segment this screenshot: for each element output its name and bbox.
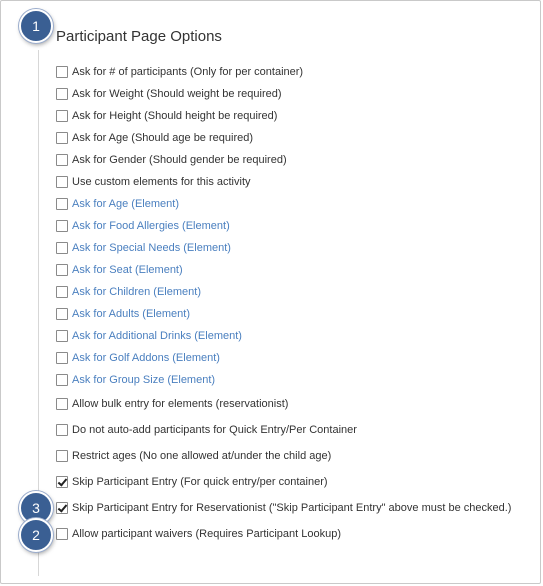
option-label[interactable]: Ask for Children (Element)	[72, 286, 201, 298]
option-label: Skip Participant Entry (For quick entry/per container)	[72, 476, 328, 488]
section-title: Participant Page Options	[56, 28, 222, 45]
option-label: Ask for Height (Should height be required)	[72, 110, 278, 122]
option-row[interactable]	[56, 259, 536, 281]
option-checkbox[interactable]	[56, 176, 68, 188]
option-row[interactable]	[56, 391, 536, 417]
option-label: Use custom elements for this activity	[72, 176, 251, 188]
option-checkbox[interactable]	[56, 476, 68, 488]
option-label[interactable]: Ask for Food Allergies (Element)	[72, 220, 230, 232]
option-checkbox[interactable]	[56, 330, 68, 342]
step-badge-1: 1	[19, 9, 53, 43]
option-checkbox[interactable]	[56, 264, 68, 276]
option-checkbox[interactable]	[56, 308, 68, 320]
option-row[interactable]	[56, 303, 536, 325]
option-row[interactable]	[56, 281, 536, 303]
step-badge-2: 2	[19, 518, 53, 552]
option-checkbox[interactable]	[56, 110, 68, 122]
option-label: Skip Participant Entry for Reservationist ("Skip Participant Entry" above must be checked.)	[72, 502, 512, 514]
option-row[interactable]	[56, 83, 536, 105]
option-row[interactable]	[56, 417, 536, 443]
option-label[interactable]: Ask for Special Needs (Element)	[72, 242, 231, 254]
option-label: Allow bulk entry for elements (reservationist)	[72, 398, 289, 410]
option-label: Ask for # of participants (Only for per container)	[72, 66, 304, 78]
option-label[interactable]: Ask for Age (Element)	[72, 198, 179, 210]
option-row[interactable]	[56, 521, 536, 547]
option-checkbox[interactable]	[56, 132, 68, 144]
option-checkbox[interactable]	[56, 286, 68, 298]
option-label[interactable]: Ask for Adults (Element)	[72, 308, 190, 320]
option-checkbox[interactable]	[56, 352, 68, 364]
option-checkbox[interactable]	[56, 66, 68, 78]
option-checkbox[interactable]	[56, 374, 68, 386]
option-row[interactable]	[56, 325, 536, 347]
options-list	[56, 61, 536, 547]
option-row[interactable]	[56, 193, 536, 215]
option-checkbox[interactable]	[56, 220, 68, 232]
option-row[interactable]	[56, 443, 536, 469]
option-label: Restrict ages (No one allowed at/under the child age)	[72, 450, 332, 462]
option-checkbox[interactable]	[56, 398, 68, 410]
option-label[interactable]: Ask for Seat (Element)	[72, 264, 183, 276]
option-row[interactable]	[56, 127, 536, 149]
step-badge-3: 3	[19, 491, 53, 525]
option-checkbox[interactable]	[56, 154, 68, 166]
option-row[interactable]	[56, 105, 536, 127]
option-checkbox[interactable]	[56, 450, 68, 462]
option-row[interactable]	[56, 469, 536, 495]
option-row[interactable]	[56, 237, 536, 259]
option-label: Ask for Gender (Should gender be required)	[72, 154, 287, 166]
option-label: Ask for Age (Should age be required)	[72, 132, 254, 144]
option-label[interactable]: Ask for Group Size (Element)	[72, 374, 216, 386]
option-label: Ask for Weight (Should weight be required)	[72, 88, 282, 100]
option-label[interactable]: Ask for Golf Addons (Element)	[72, 352, 220, 364]
option-row[interactable]	[56, 347, 536, 369]
option-checkbox[interactable]	[56, 198, 68, 210]
option-checkbox[interactable]	[56, 502, 68, 514]
option-row[interactable]	[56, 369, 536, 391]
option-label[interactable]: Ask for Additional Drinks (Element)	[72, 330, 242, 342]
option-checkbox[interactable]	[56, 424, 68, 436]
option-row[interactable]	[56, 149, 536, 171]
option-row[interactable]	[56, 61, 536, 83]
option-checkbox[interactable]	[56, 242, 68, 254]
option-label: Allow participant waivers (Requires Participant Lookup)	[72, 528, 342, 540]
option-row[interactable]	[56, 495, 536, 521]
option-row[interactable]	[56, 215, 536, 237]
option-label: Do not auto-add participants for Quick Entry/Per Container	[72, 424, 357, 436]
option-checkbox[interactable]	[56, 88, 68, 100]
option-checkbox[interactable]	[56, 528, 68, 540]
option-row[interactable]	[56, 171, 536, 193]
